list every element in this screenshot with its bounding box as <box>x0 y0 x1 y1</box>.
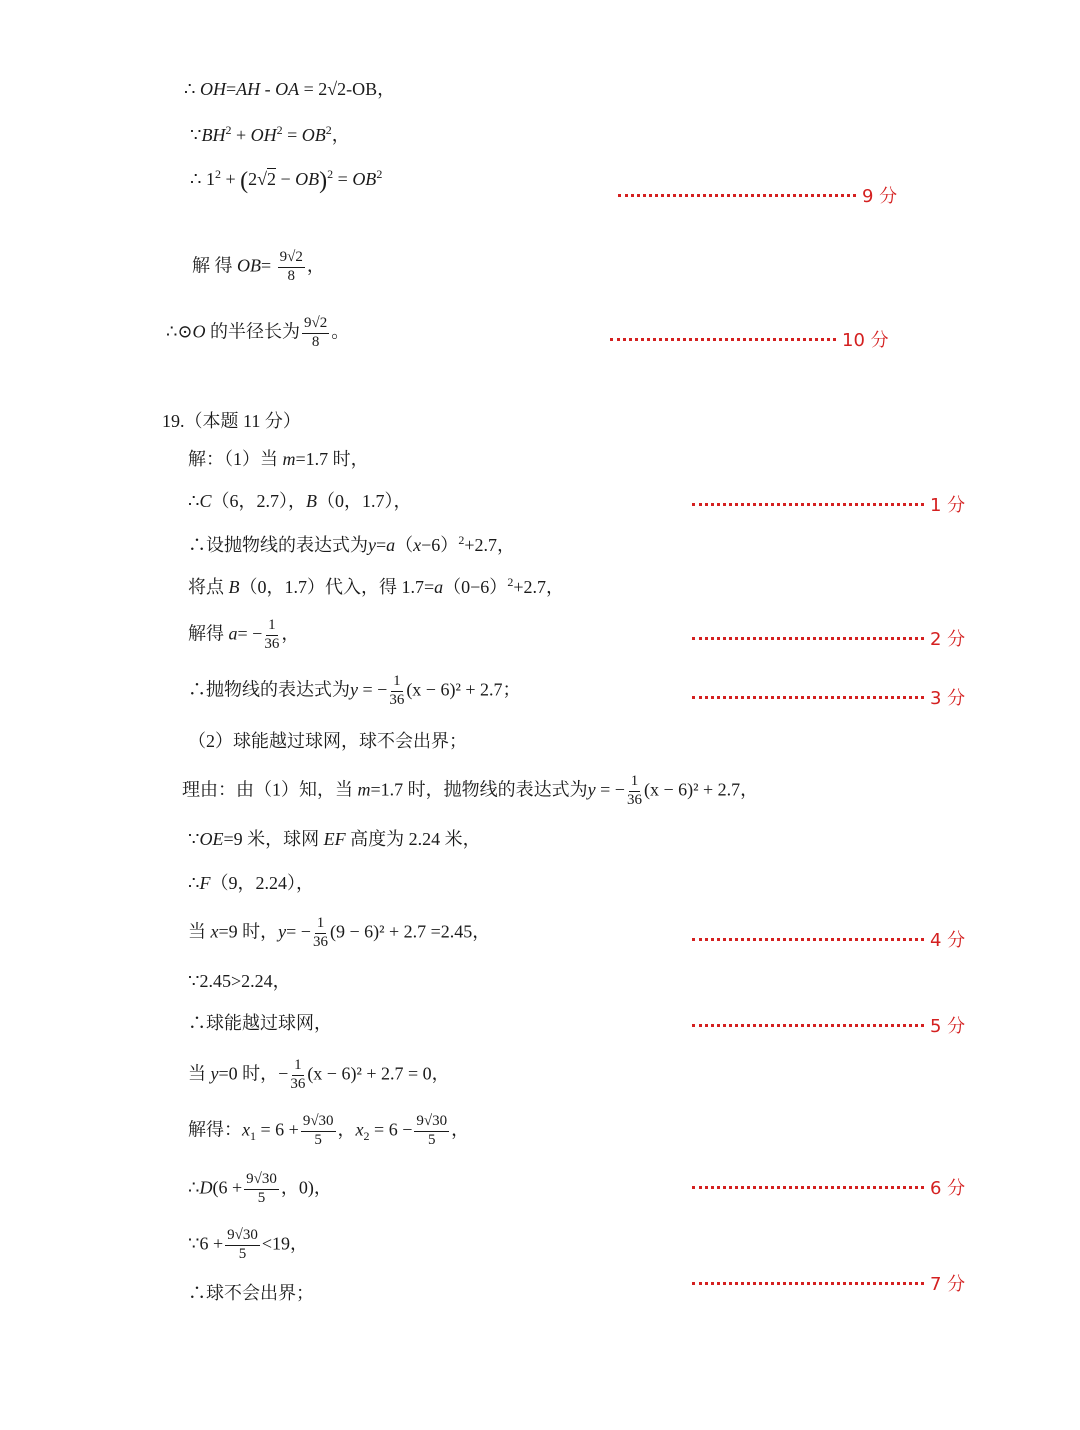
q19-bound: ∵6 + $\frac{9√30}{5}$ <19， <box>188 1227 308 1262</box>
q19-header: 19.（本题 11 分） <box>162 411 301 431</box>
a-fraction: $\frac{1}{36}$ <box>264 617 280 652</box>
x9-fraction: $\frac{1}{36}$ <box>312 915 328 950</box>
expr-fraction: $\frac{1}{36}$ <box>389 673 405 708</box>
q19-reason: 理由：由（1）知，当 m=1.7 时，抛物线的表达式为y = − $\frac{1}{36}$ (x − 6)² + 2.7， <box>182 773 759 808</box>
q19-compare: ∵2.45>2.24， <box>188 971 291 991</box>
q19-y0: 当 y=0 时，− $\frac{1}{36}$ (x − 6)² + 2.7 = 0， <box>188 1057 450 1092</box>
q19-points: ∴C（6，2.7），B（0，1.7）， <box>188 491 412 511</box>
solve-label: 解 得 <box>192 255 233 276</box>
score-5: 5 分 <box>692 1018 965 1036</box>
score-9: 9 分 <box>618 188 897 206</box>
reason-fraction: $\frac{1}{36}$ <box>626 773 642 808</box>
q19-step1: 解：（1）当 m=1.7 时， <box>188 449 369 469</box>
q19-expression: ∴抛物线的表达式为y = − $\frac{1}{36}$ (x − 6)² + 2.7； <box>188 673 521 708</box>
radius-fraction: $\frac{9√2}{8}$ <box>304 315 328 350</box>
q19-x9: 当 x=9 时，y= − $\frac{1}{36}$ (9 − 6)² + 2.7 =2.45， <box>188 915 491 950</box>
bound-fraction: $\frac{9√30}{5}$ <box>227 1227 258 1262</box>
score-10: 10 分 <box>610 332 889 350</box>
oh-value: 2√2-OB， <box>318 79 396 99</box>
q19-over-net: ∴球能越过球网， <box>188 1013 332 1033</box>
q19-solve-a: 解得 a= − $\frac{1}{36}$ ， <box>188 617 300 652</box>
root1-fraction: $\frac{9√30}{5}$ <box>302 1113 334 1148</box>
line-pythagoras: $\because BH^2 + OH^2 = OB^2$， <box>190 123 350 145</box>
q19-point-f: ∴F（9，2.24）， <box>188 873 314 893</box>
root2-fraction: $\frac{9√30}{5}$ <box>416 1113 448 1148</box>
q19-part2: （2）球能越过球网，球不会出界； <box>188 731 467 751</box>
q19-point-d: ∴D(6 + $\frac{9√30}{5}$ ，0)， <box>188 1171 332 1206</box>
pythagoras-tail: ， <box>331 125 350 145</box>
score-7: 7 分 <box>692 1276 965 1294</box>
q19-substitute: 将点 B（0，1.7）代入，得 $1.7=a(0-6)^2+2.7$， <box>188 575 564 597</box>
ob-fraction: $\frac{9√2}{8}$ <box>279 249 303 284</box>
line-solve-ob: 解 得 OB= $\frac{9√2}{8}$ ， <box>192 249 325 284</box>
score-4: 4 分 <box>692 932 965 950</box>
line-substitution: ∴ $1^2 + (2√2 - OB)^2 = OB^2$ <box>190 167 383 194</box>
q19-assume: ∴设抛物线的表达式为$y=a(x-6)^2+2.7$， <box>188 533 515 555</box>
q19-oe: ∵OE=9 米，球网 EF 高度为 2.24 米， <box>188 829 481 849</box>
score-1: 1 分 <box>692 497 965 515</box>
line-radius: ∴⊙O 的半径长为 $\frac{9√2}{8}$ 。 <box>166 315 350 350</box>
score-3: 3 分 <box>692 690 965 708</box>
d-fraction: $\frac{9√30}{5}$ <box>246 1171 277 1206</box>
line-oh: ∴ OH=AH - OA = 2√2-OB， <box>184 79 396 99</box>
radius-text: 的半径长为 <box>210 321 301 342</box>
q19-roots: 解得：$x_1 = 6$ + $\frac{9√30}{5}$ ，$x_2 = 6$ − $\frac{9√30}{5}$ ， <box>188 1113 470 1148</box>
score-2: 2 分 <box>692 631 965 649</box>
q19-conclusion: ∴球不会出界； <box>188 1283 314 1303</box>
score-6: 6 分 <box>692 1180 965 1198</box>
y0-fraction: $\frac{1}{36}$ <box>290 1057 306 1092</box>
